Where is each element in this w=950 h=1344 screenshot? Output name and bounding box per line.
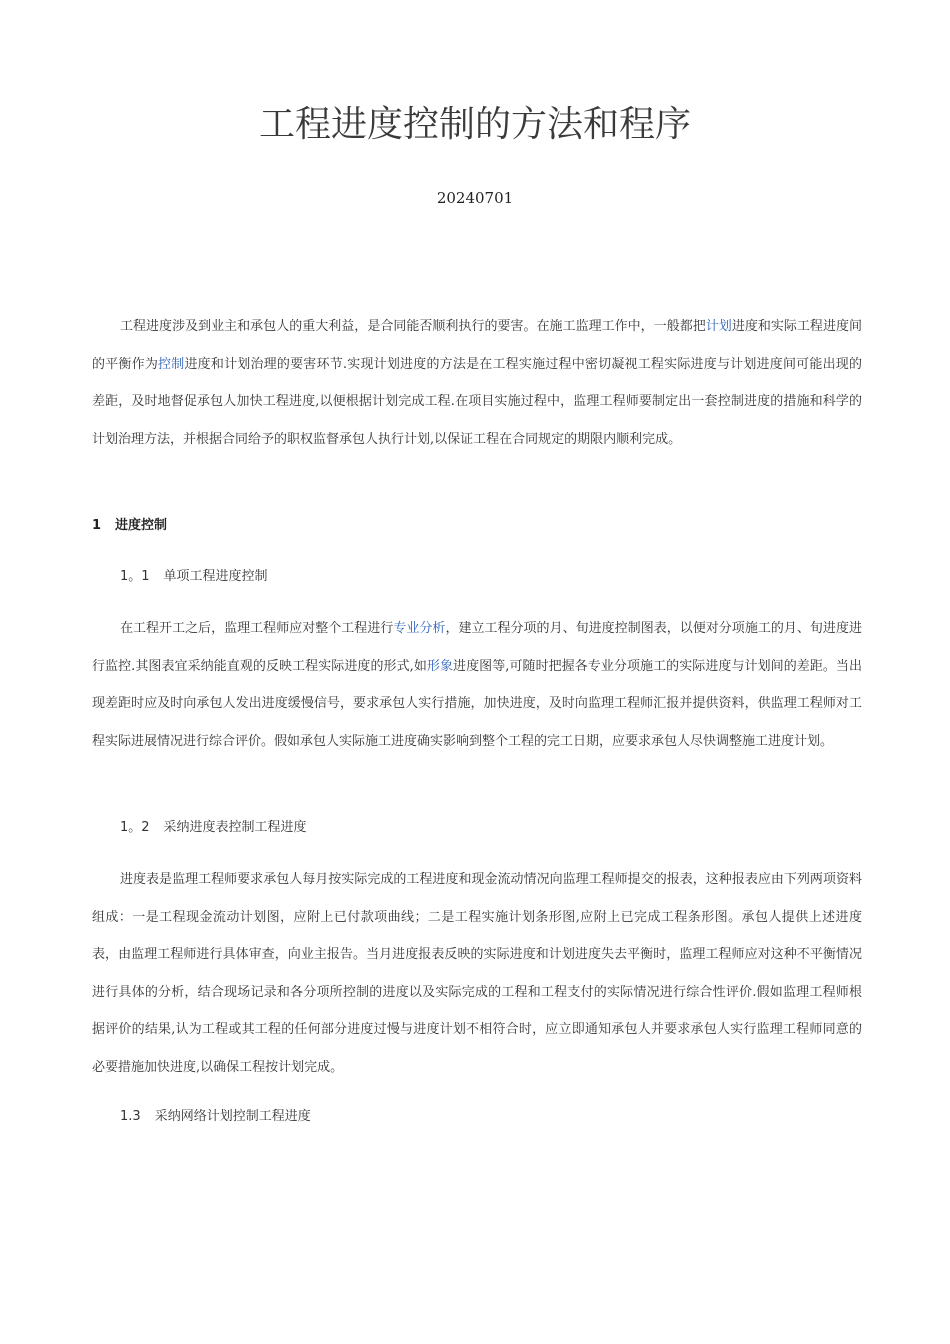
intro-text-1: 工程进度涉及到业主和承包人的重大利益，是合同能否顺利执行的要害。在施工监理工作中，一般都把 [120, 319, 706, 334]
intro-paragraph [92, 308, 862, 458]
section-1-number: 1 [92, 518, 102, 533]
link-plan[interactable]: 计划 [705, 319, 732, 334]
section-1-3-number: 1.3 [120, 1109, 141, 1124]
section-1-3-title: 采纳网络计划控制工程进度 [154, 1109, 311, 1124]
intro-text-2: 进度和实际工程进度间的平衡作为 [92, 319, 862, 372]
section-1-2-number: 1。2 [120, 820, 150, 835]
section-1-1-title: 单项工程进度控制 [163, 569, 268, 584]
section-1-1-text-1: 在工程开工之后，监理工程师应对整个工程进行 [120, 621, 394, 636]
link-professional-analysis[interactable]: 专业分析 [393, 621, 446, 636]
section-1-1-text-3: 进度图等,可随时把握各专业分项施工的实际进度与计划间的差距。当出现差距时应及时向承包人发出进度缓慢信号，要求承包人实行措施，加快进度，及时向监理工程师汇报并提供资料，供监理工程师对工程实际进展情况进行综合评价。假如承包人实际施工进度确实影响到整个工程的完工日期，应要求承包人尽快调整施工进度计划。 [92, 658, 862, 749]
section-1-heading [92, 513, 167, 539]
section-1-1-heading [120, 564, 268, 590]
section-1-2-heading [120, 815, 307, 841]
section-1-2-title: 采纳进度表控制工程进度 [163, 820, 307, 835]
page-title: 工程进度控制的方法和程序 [258, 104, 691, 145]
section-1-1-number: 1。1 [120, 569, 150, 584]
section-1-2-paragraph: 进度表是监理工程师要求承包人每月按实际完成的工程进度和现金流动情况向监理工程师提交的报表，这种报表应由下列两项资料组成：一是工程现金流动计划图，应附上已付款项曲线；二是工程实施计划条形图,应附上已完成工程条形图。承包人提供上述进度表，由监理工程师进行具体审查，向业主报告。当月进度报表反映的实际进度和计划进度失去平衡时，监理工程师应对这种不平衡情况进行具体的分析，结合现场记录和各分项所控制的进度以及实际完成的工程和工程支付的实际情况进行综合性评价.假如监理工程师根据评价的结果,认为工程或其工程的任何部分进度过慢与进度计划不相符合时，应立即通知承包人并要求承包人实行监理工程师同意的必要措施加快进度,以确保工程按计划完成。 [92, 872, 862, 1075]
link-control[interactable]: 控制 [158, 356, 185, 372]
section-1-3-heading [120, 1104, 311, 1130]
section-1-1-paragraph [92, 610, 862, 760]
intro-text-3: 进度和计划治理的要害环节.实现计划进度的方法是在工程实施过程中密切凝视工程实际进度与计划进度间可能出现的差距，及时地督促承包人加快工程进度,以便根据计划完成工程.在项目实施过程中，监理工程师要制定出一套控制进度的措施和科学的计划治理方法，并根据合同给予的职权监督承包人执行计划,以保证工程在合同规定的期限内顺利完成。 [92, 356, 862, 447]
section-1-title: 进度控制 [115, 518, 168, 533]
document-date: 20240701 [436, 189, 514, 207]
section-1-1-text-2: ，建立工程分项的月、旬进度控制图表，以便对分项施工的月、旬进度进行监控.其图表宜采纳能直观的反映工程实际进度的形式,如 [92, 621, 862, 674]
link-image[interactable]: 形象 [426, 658, 454, 674]
